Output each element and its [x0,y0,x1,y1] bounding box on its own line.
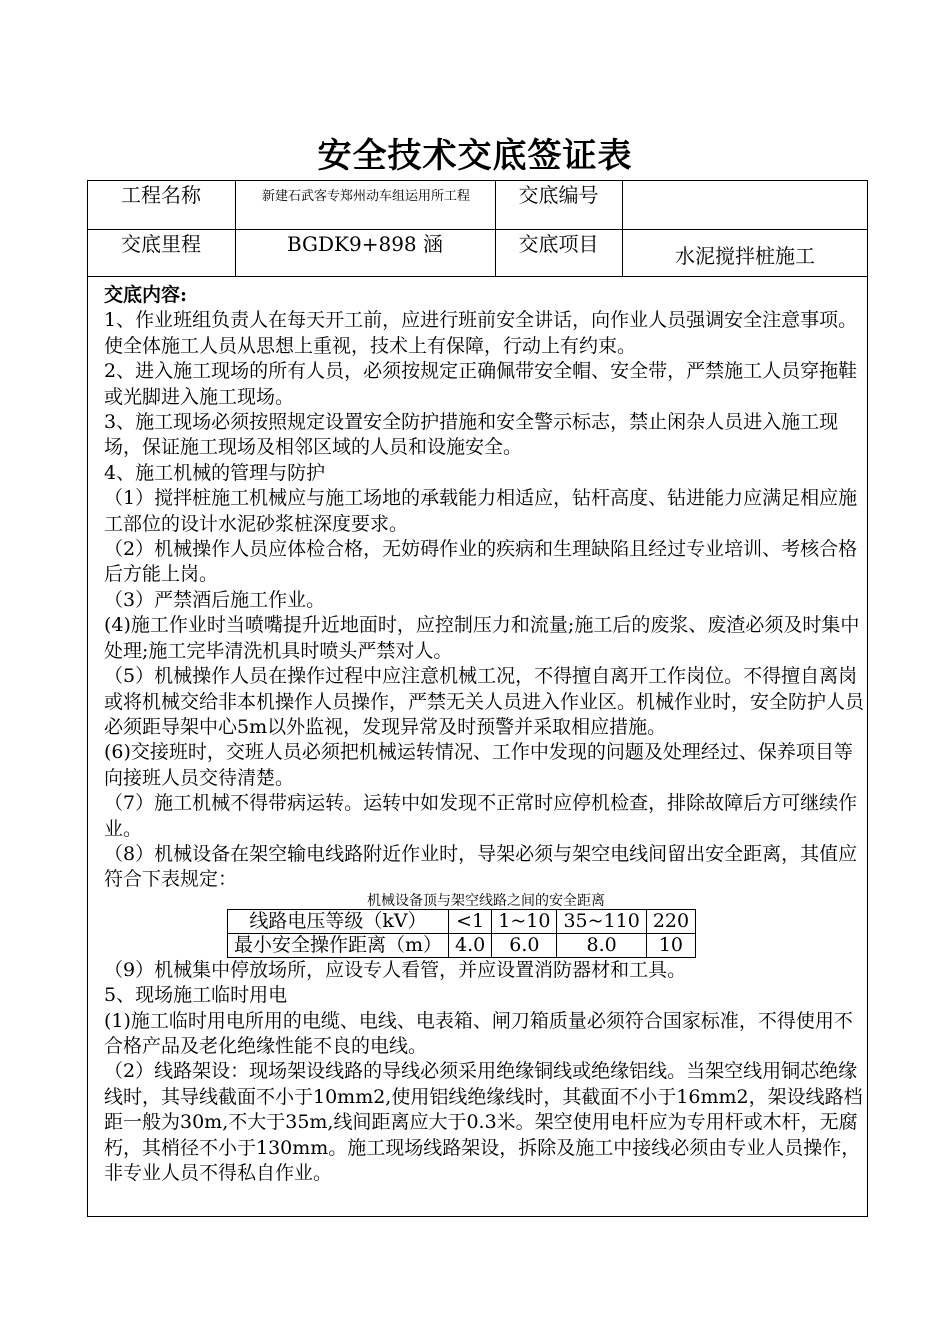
paragraph: 5、现场施工临时用电 [104,984,288,1007]
table-cell: 线路电压等级（kV） [228,909,449,933]
table-cell: 1~10 [492,909,557,933]
table-cell: 8.0 [557,933,646,957]
item-value: 水泥搅拌桩施工 [675,244,815,268]
paragraph: (4)施工作业时当喷嘴提升近地面时，应控制压力和流量;施工后的废浆、废渣必须及时集中处理;施工完毕清洗机具时喷头严禁对人。 [104,614,860,662]
safety-distance-table [227,909,696,958]
table-cell: 220 [646,909,695,933]
table-cell: <1 [449,909,492,933]
paragraph: (6)交接班时，交班人员必须把机械运转情况、工作中发现的问题及处理经过、保养项目等向接班人员交待清楚。 [104,741,853,789]
paragraph: （9）机械集中停放场所，应设专人看管，并应设置消防器材和工具。 [104,958,687,981]
project-name-label: 工程名称 [121,183,201,207]
paragraph: （2）线路架设：现场架设线路的导线必须采用绝缘铜线或绝缘铝线。当架空线用铜芯绝缘线时，其导线截面不小于10mm2,使用铝线绝缘线时，其截面不小于16mm2，架设线路档距一般为30m,不大于35m,线间距离应大于0.3米。架空使用电杆应为专用杆或木杆，无腐朽，其梢径不小于130mm。施工现场线路架设，拆除及施工中接线必须由专业人员操作，非专业人员不得私自作业。 [104,1060,863,1184]
paragraph: （8）机械设备在架空输电线路附近作业时，导架必须与架空电线间留出安全距离，其值应符合下表规定： [104,842,858,891]
col-divider [235,180,236,276]
paragraph: （7）施工机械不得带病运转。运转中如发现不正常时应停机检查，排除故障后方可继续作业。 [104,792,858,840]
table-cell: 35~110 [557,909,646,933]
content-body [104,283,864,1186]
table-row [228,933,696,957]
row-divider [87,229,868,230]
paragraph: （2）机械操作人员应体检合格，无妨碍作业的疾病和生理缺陷且经过专业培训、考核合格后方能上岗。 [104,538,858,586]
table-row [228,909,696,933]
row-divider [87,276,868,277]
paragraph: 3、施工现场必须按照规定设置安全防护措施和安全警示标志，禁止闲杂人员进入施工现场，保证施工现场及相邻区域的人员和设施安全。 [104,411,839,459]
table-cell: 4.0 [449,933,492,957]
table-cell: 最小安全操作距离（m） [228,933,449,957]
paragraph: 1、作业班组负责人在每天开工前，应进行班前安全讲话，向作业人员强调安全注意事项。使全体施工人员从思想上重视，技术上有保障，行动上有约束。 [104,309,858,357]
paragraph: 4、施工机械的管理与防护 [104,461,326,484]
item-label: 交底项目 [518,232,599,256]
table-cell: 6.0 [492,933,557,957]
table-caption: 机械设备顶与架空线路之间的安全距离 [367,892,605,909]
paragraph: 2、进入施工现场的所有人员，必须按规定正确佩带安全帽、安全带，严禁施工人员穿拖鞋或光脚进入施工现场。 [104,360,858,408]
paragraph: （3）严禁酒后施工作业。 [104,588,326,611]
page-title: 安全技术交底签证表 [317,136,633,176]
code-label: 交底编号 [518,183,599,207]
paragraph: （5）机械操作人员在操作过程中应注意机械工况，不得擅自离开工作岗位。不得擅自离岗或将机械交给非本机操作人员操作，严禁无关人员进入作业区。机械作业时，安全防护人员必须距导架中心5m以外监视，发现异常及时预警并采取相应措施。 [104,665,865,738]
mileage-value: BGDK9+898 涵 [286,232,444,256]
content-heading: 交底内容: [104,284,188,306]
paragraph: （1）搅拌桩施工机械应与施工场地的承载能力相适应，钻杆高度、钻进能力应满足相应施工部位的设计水泥砂浆桩深度要求。 [104,487,858,535]
table-cell: 10 [646,933,695,957]
mileage-label: 交底里程 [121,232,201,256]
paragraph: (1)施工临时用电所用的电缆、电线、电表箱、闸刀箱质量必须符合国家标准，不得使用不合格产品及老化绝缘性能不良的电线。 [104,1009,853,1057]
project-name-value: 新建石武客专郑州动车组运用所工程 [261,189,470,204]
